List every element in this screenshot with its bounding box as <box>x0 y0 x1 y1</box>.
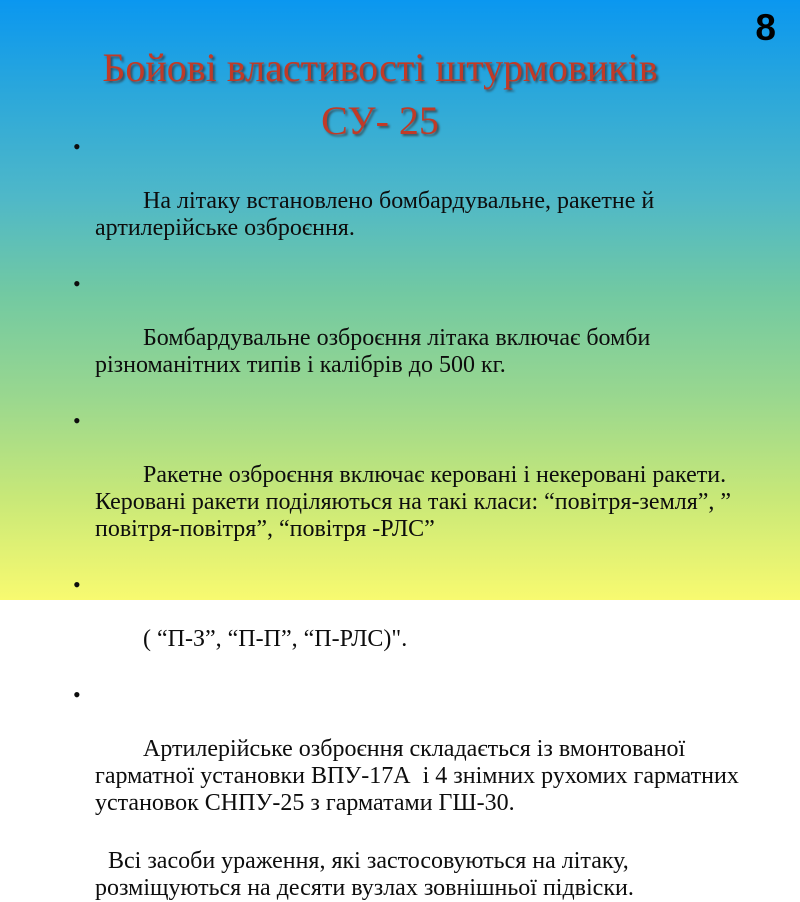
slide-title-line2: СУ- 25 <box>321 97 439 143</box>
bullet-text: ( “П-З”, “П-П”, “П-РЛС)". <box>143 626 408 652</box>
bullet-item <box>62 408 752 570</box>
bullet-dot-icon: • <box>73 134 81 159</box>
bullet-list <box>62 134 752 844</box>
bullet-item <box>62 271 752 406</box>
bullet-item <box>62 682 752 844</box>
bullet-text: Артилерійське озброєння складається із вмонтованої гарматної установки ВПУ-17А і 4 знімних рухомих гарматних установок СНПУ-25 з гарматами ГШ-30. <box>95 736 745 816</box>
bullet-item <box>62 134 752 269</box>
slide-title <box>30 41 730 147</box>
slide-number: 8 <box>755 7 776 48</box>
slide-body <box>62 134 752 902</box>
bullet-text: На літаку встановлено бомбардувальне, ракетне й артилерійське озброєння. <box>95 188 661 241</box>
slide-title-line1: Бойові властивості штурмовиків <box>102 44 658 90</box>
bullet-dot-icon: • <box>73 572 81 597</box>
bullet-item <box>62 572 752 680</box>
bullet-dot-icon: • <box>73 271 81 296</box>
closing-paragraph: Всі засоби ураження, які застосовуються на літаку, розміщуються на десяти вузлах зовнішньої підвіски. <box>95 848 635 901</box>
bullet-dot-icon: • <box>73 408 81 433</box>
bullet-text: Ракетне озброєння включає керовані і некеровані ракети. Керовані ракети поділяються на такі класи: “повітря-земля”, ” повітря-повітря”, “повітря -РЛС” <box>95 462 738 542</box>
bullet-dot-icon: • <box>73 682 81 707</box>
bullet-text: Бомбардувальне озброєння літака включає бомби різноманітних типів і калібрів до 500 кг. <box>95 325 657 378</box>
